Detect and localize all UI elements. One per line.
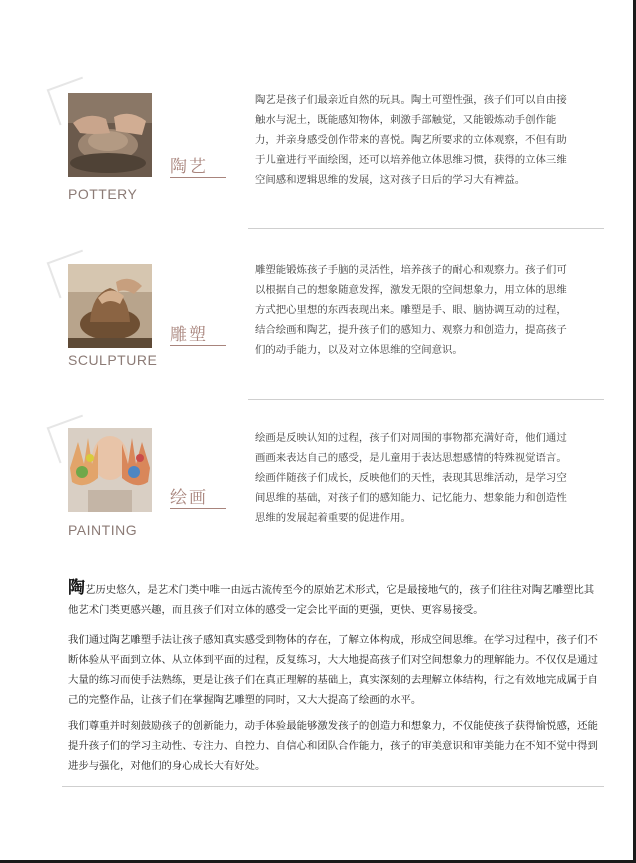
- title-underline: [170, 177, 226, 178]
- section-divider: [248, 228, 604, 229]
- pottery-description: 陶艺是孩子们最亲近自然的玩具。陶土可塑性强，孩子们可以自由接触水与泥土，既能感知物体，刺激手部触觉，又能锻炼动手创作能力，并亲身感受创作带来的喜悦。陶艺所要求的立体观察，不但有助于儿童进行平面绘图，还可以培养他立体思维习惯，获得的立体三维空间感和逻辑思维的发展，这对孩子日后的学习大有裨益。: [255, 94, 567, 186]
- intro-paragraph-3: 我们尊重并时刻鼓励孩子的创新能力，动手体验最能够激发孩子的创造力和想象力，不仅能使孩子获得愉悦感，还能提升孩子们的学习主动性、专注力、自控力、自信心和团队合作能力，孩子的审美意识和审美能力在不知不觉中得到进步与强化，对他们的身心成长大有好处。: [68, 720, 598, 772]
- sculpture-en-title: SCULPTURE: [68, 352, 158, 368]
- sculpture-description: 雕塑能锻炼孩子手脑的灵活性，培养孩子的耐心和观察力。孩子们可以根据自己的想象随意发挥，激发无限的空间想象力，用立体的思维方式把心里想的东西表现出来。雕塑是手、眼、脑协调互动的过程，结合绘画和陶艺，提升孩子们的感知力、观察力和创造力，提高孩子们的动手能力，以及对立体思维的空间意识。: [255, 264, 567, 356]
- sculpture-photo: [68, 264, 152, 348]
- painting-zh-title: 绘画: [170, 488, 208, 508]
- sculpture-zh-title: 雕塑: [170, 325, 208, 345]
- lead-character: 陶: [68, 578, 85, 598]
- title-underline: [170, 508, 226, 509]
- pottery-en-title: POTTERY: [68, 186, 138, 202]
- painting-description: 绘画是反映认知的过程，孩子们对周围的事物都充满好奇，他们通过画画来表达自己的感受，是儿童用于表达思想感情的特殊视觉语言。绘画伴随孩子们成长，反映他们的天性，表现其思维活动，是学习空间思维的基础，对孩子们的感知能力、记忆能力、想象能力和创造性思维的发展起着重要的促进作用。: [255, 432, 567, 524]
- bottom-divider: [62, 786, 604, 787]
- section-divider: [248, 399, 604, 400]
- intro-paragraph-2: 我们通过陶艺雕塑手法让孩子感知真实感受到物体的存在，了解立体构成，形成空间思维。在学习过程中，孩子们不断体验从平面到立体、从立体到平面的过程，反复练习，大大地提高孩子们对空间想象力的理解能力。不仅仅是通过大量的练习而使手法熟练，更是让孩子们在真正理解的基础上，真实深刻的去理解立体结构，行之有效地完成属于自己的完整作品，让孩子们在掌握陶艺雕塑的同时，又大大提高了绘画的水平。: [68, 634, 598, 706]
- intro-paragraph-1-text: 艺历史悠久，是艺术门类中唯一由远古流传至今的原始艺术形式，它是最接地气的，孩子们往往对陶艺雕塑比其他艺术门类更感兴趣，而且孩子们对立体的感受一定会比平面的更强，更快、更容易接受。: [68, 584, 595, 616]
- pottery-photo: [68, 93, 152, 177]
- title-underline: [170, 345, 226, 346]
- pottery-zh-title: 陶艺: [170, 157, 208, 177]
- painting-photo: [68, 428, 152, 512]
- intro-paragraph-1: [68, 578, 600, 620]
- painting-en-title: PAINTING: [68, 522, 138, 538]
